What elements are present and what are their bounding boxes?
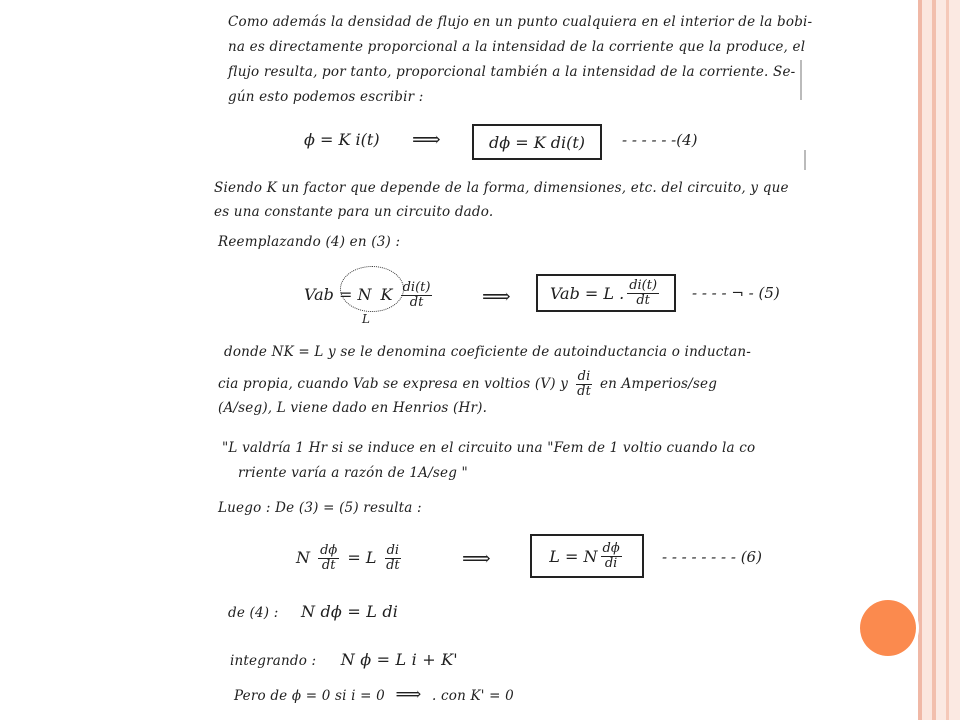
equation-4-box: dϕ = K di(t) xyxy=(472,124,602,160)
step-line xyxy=(228,602,398,621)
fraction xyxy=(576,370,593,399)
fraction-numerator: dϕ xyxy=(320,543,338,558)
paragraph-line: Siendo K un factor que depende de la forma, dimensiones, etc. del circuito, y que xyxy=(214,180,789,196)
equation-6-box xyxy=(530,534,644,578)
fraction-denominator: dt xyxy=(409,295,424,310)
step-equation: N dϕ = L di xyxy=(301,602,399,621)
scan-mark xyxy=(800,60,802,100)
paragraph-line: Como además la densidad de flujo en un punto cualquiera en el interior de la bobi- xyxy=(228,14,813,30)
paragraph-text: cia propia, cuando Vab se expresa en voltios (V) y xyxy=(218,376,569,392)
accent-circle xyxy=(860,600,916,656)
paragraph-line: na es directamente proporcional a la intensidad de la corriente que la produce, el xyxy=(228,39,806,55)
border-band xyxy=(922,0,932,720)
equation-5-box xyxy=(536,274,676,312)
equation-6-left xyxy=(296,544,404,573)
scan-mark xyxy=(804,150,806,170)
paragraph-line: donde NK = L y se le denomina coeficiente de autoinductancia o inductan- xyxy=(224,344,751,360)
step-label: integrando : xyxy=(230,653,317,669)
n-symbol: N xyxy=(296,548,310,567)
paragraph-line: es una constante para un circuito dado. xyxy=(214,204,494,220)
equation-6-box-lhs: L = N xyxy=(549,546,598,566)
paragraph-text: en Amperios/seg xyxy=(599,376,718,392)
border-band xyxy=(946,0,949,720)
implies-arrow: ⟹ xyxy=(412,127,441,151)
fraction xyxy=(385,544,401,573)
fraction-numerator: di xyxy=(577,369,591,384)
fraction-numerator: di(t) xyxy=(402,280,431,295)
step-heading: Luego : De (3) = (5) resulta : xyxy=(218,500,422,516)
fraction-denominator: di xyxy=(604,555,618,571)
fraction xyxy=(401,281,433,310)
fraction-numerator: di(t) xyxy=(629,277,658,293)
step-line xyxy=(230,650,458,669)
paragraph-line xyxy=(218,370,717,399)
fraction-denominator: dt xyxy=(577,384,592,399)
equation-4-left: ϕ = K i(t) xyxy=(304,130,380,149)
fraction xyxy=(627,279,659,308)
quote-line: "L valdría 1 Hr si se induce en el circuito una "Fem de 1 voltio cuando la co xyxy=(222,440,756,456)
implies-arrow: ⟹ xyxy=(482,284,511,308)
fraction-numerator: dϕ xyxy=(602,540,620,556)
step-text: Pero de ϕ = 0 si i = 0 xyxy=(234,688,385,704)
fraction xyxy=(601,542,622,571)
implies-arrow: ⟹ xyxy=(395,684,422,705)
equation-5-left xyxy=(304,281,435,310)
step-text: . con K' = 0 xyxy=(432,688,514,704)
paragraph-line: gún esto podemos escribir : xyxy=(228,89,424,105)
equation-5-lhs: Vab = N xyxy=(304,285,372,304)
equation-ref: - - - - - -(4) xyxy=(622,131,698,149)
step-line xyxy=(234,684,514,705)
fraction-denominator: dt xyxy=(321,558,336,573)
fraction-numerator: di xyxy=(386,543,400,558)
fraction xyxy=(318,544,339,573)
equation-ref: - - - - ¬ - (5) xyxy=(692,284,780,302)
step-equation: N ϕ = L i + K' xyxy=(340,650,458,669)
implies-arrow: ⟹ xyxy=(462,546,491,570)
fraction-denominator: dt xyxy=(386,558,400,573)
k-symbol: K xyxy=(380,285,393,304)
l-label: L xyxy=(362,312,370,326)
quote-line: rriente varía a razón de 1A/seg " xyxy=(238,465,468,481)
fraction-denominator: dt xyxy=(636,292,650,308)
paragraph-line: flujo resulta, por tanto, proporcional también a la intensidad de la corriente. Se- xyxy=(228,64,796,80)
equation-ref: - - - - - - - - (6) xyxy=(662,548,762,566)
step-heading: Reemplazando (4) en (3) : xyxy=(218,234,401,250)
step-label: de (4) : xyxy=(228,605,279,621)
paragraph-line: (A/seg), L viene dado en Henrios (Hr). xyxy=(218,400,488,416)
equation-5-box-lhs: Vab = L . xyxy=(549,283,625,303)
scanned-page xyxy=(200,0,830,720)
equals-l: = L xyxy=(347,548,377,567)
